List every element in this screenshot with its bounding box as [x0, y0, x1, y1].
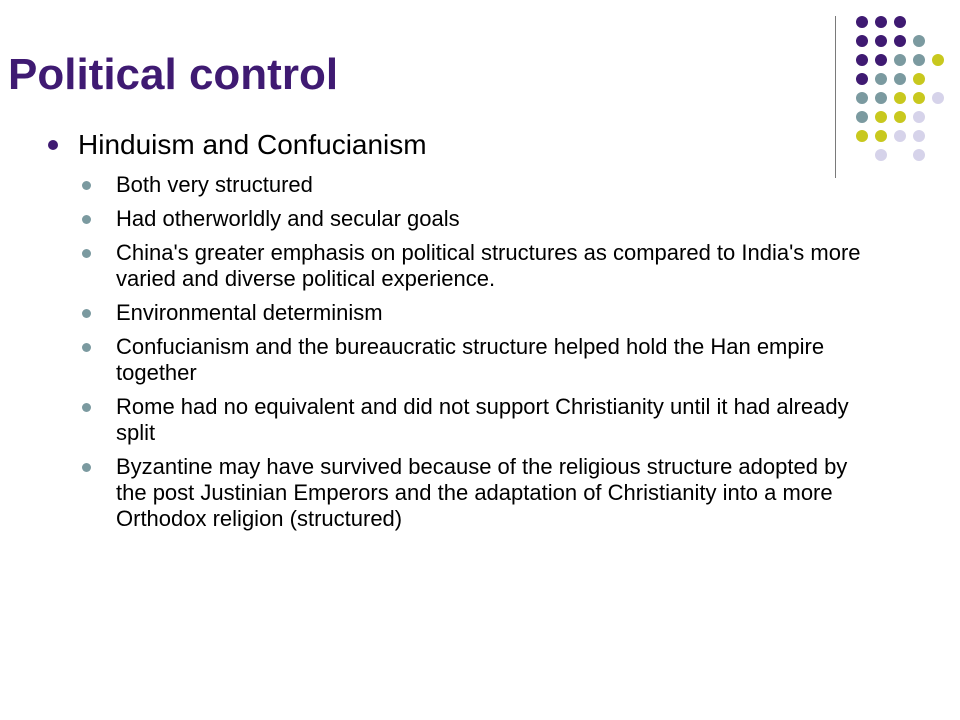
decorative-dot	[932, 54, 944, 66]
decorative-dot	[894, 16, 906, 28]
list-item	[116, 172, 876, 198]
decorative-dot	[856, 73, 868, 85]
decorative-dot	[894, 92, 906, 104]
decorative-dot	[894, 35, 906, 47]
decorative-dot	[856, 111, 868, 123]
list-item	[116, 206, 876, 232]
bullet-dot-icon	[82, 215, 91, 224]
decorative-dot	[913, 54, 925, 66]
bullet-dot-icon	[82, 343, 91, 352]
bullet-heading-text: Hinduism and Confucianism	[78, 129, 427, 160]
decorative-dot	[875, 16, 887, 28]
slide-title: Political control	[8, 50, 339, 99]
list-item	[116, 334, 876, 386]
decorative-dot	[913, 92, 925, 104]
bullet-heading	[78, 128, 960, 162]
list-item-text: Had otherworldly and secular goals	[116, 206, 460, 231]
decorative-dot	[856, 92, 868, 104]
decorative-dot	[875, 54, 887, 66]
list-item-text: Environmental determinism	[116, 300, 383, 325]
list-item	[116, 454, 876, 532]
bullet-dot-icon	[82, 181, 91, 190]
decorative-dot	[875, 111, 887, 123]
decorative-dot	[913, 35, 925, 47]
list-item-text: Confucianism and the bureaucratic structure helped hold the Han empire together	[116, 334, 825, 385]
decorative-dot	[913, 73, 925, 85]
list-item-text: Both very structured	[116, 172, 313, 197]
decorative-dot	[856, 35, 868, 47]
list-item-text: China's greater emphasis on political structures as compared to India's more varied and diverse political experience.	[116, 240, 861, 291]
decorative-dot	[856, 16, 868, 28]
decorative-dot	[913, 111, 925, 123]
list-item	[116, 300, 876, 326]
list-item	[116, 394, 876, 446]
decorative-dot	[875, 92, 887, 104]
sub-bullet-list	[0, 172, 960, 532]
decorative-dot	[875, 35, 887, 47]
decorative-dot	[932, 92, 944, 104]
bullet-dot-icon	[82, 249, 91, 258]
bullet-dot-icon	[82, 463, 91, 472]
bullet-dot-icon	[82, 309, 91, 318]
decorative-dot	[894, 73, 906, 85]
list-item-text: Byzantine may have survived because of the religious structure adopted by the post Justinian Emperors and the adaptation of Christianity into a more Orthodox religion (structured)	[116, 454, 848, 531]
decorative-dot	[856, 54, 868, 66]
decorative-dot	[894, 54, 906, 66]
bullet-dot-icon	[48, 140, 58, 150]
decorative-dot	[875, 73, 887, 85]
bullet-dot-icon	[82, 403, 91, 412]
slide-content	[0, 128, 960, 540]
list-item-text: Rome had no equivalent and did not support Christianity until it had already split	[116, 394, 849, 445]
list-item	[116, 240, 876, 292]
decorative-dot	[894, 111, 906, 123]
